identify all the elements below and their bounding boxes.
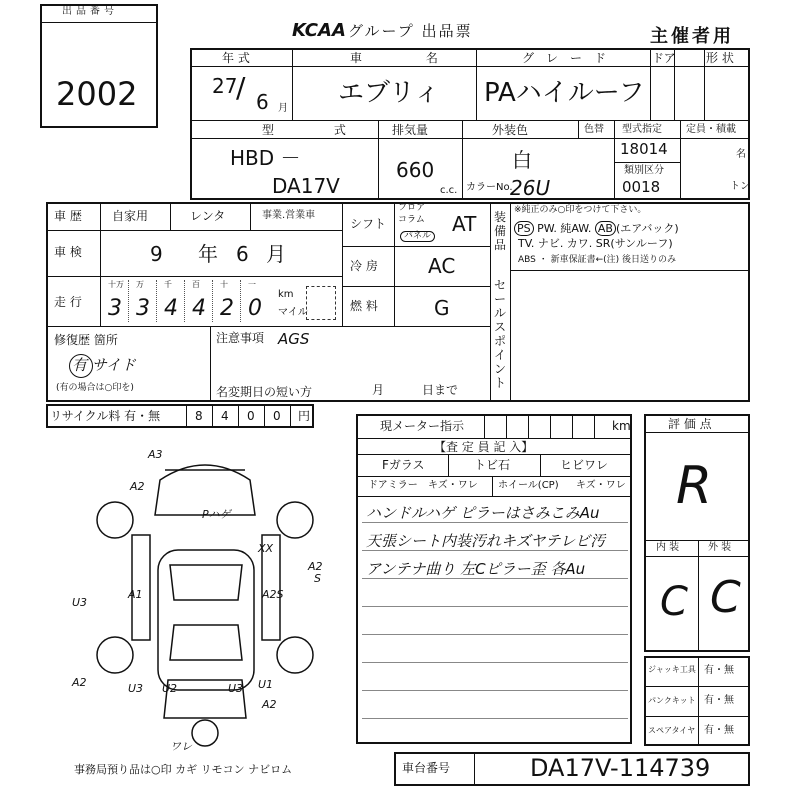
color-label: 外装色 bbox=[492, 123, 529, 137]
sales-point-label: セ ー ル ス ポ イ ン ト bbox=[493, 278, 506, 390]
model-name-label: 車 名 bbox=[350, 51, 468, 65]
crack-label: ヒビワレ bbox=[560, 458, 609, 472]
repaint-label: 色替 bbox=[584, 124, 604, 135]
meter-digit-cell bbox=[506, 414, 507, 438]
history-business: 事業.営業車 bbox=[262, 210, 316, 221]
mileage-digit: 2 bbox=[220, 296, 234, 321]
vehicle-grade: PAハイルーフ bbox=[484, 78, 645, 108]
ps-option: PS bbox=[514, 221, 534, 236]
ab-note: (エアバック) bbox=[615, 222, 679, 235]
damage-mark: ワレ bbox=[170, 740, 192, 753]
shift-value: AT bbox=[452, 212, 477, 236]
chassis-label: 車台番号 bbox=[402, 761, 451, 775]
evaluation-label: 評 価 点 bbox=[668, 417, 712, 431]
top-view-body bbox=[158, 550, 254, 690]
cc-unit: c.c. bbox=[440, 185, 458, 196]
history-label: 車 歴 bbox=[54, 209, 82, 223]
wheel-label: ホイール(CP) bbox=[498, 480, 559, 491]
inspection-month-unit: 月 bbox=[266, 242, 286, 266]
car-damage-diagram bbox=[70, 440, 350, 760]
mileage-digit-head: 百 bbox=[192, 280, 200, 289]
organizer-label: 主催者用 bbox=[650, 26, 734, 47]
jack-value: 有・無 bbox=[704, 665, 734, 676]
repair-handwritten: 有 サイド bbox=[72, 356, 136, 374]
recycle-unit: 円 bbox=[298, 409, 311, 423]
capacity-unit-persons: 名 bbox=[736, 149, 746, 160]
lot-number-label: 出品番号 bbox=[62, 6, 118, 17]
short-period-label: 名変期日の短い方 bbox=[216, 385, 313, 399]
damage-mark: A3 bbox=[148, 448, 163, 461]
recycle-digit: 0 bbox=[273, 409, 281, 423]
mileage-label: 走 行 bbox=[54, 295, 82, 309]
damage-mark: Pハゲ bbox=[202, 508, 231, 521]
type-code: DA17V bbox=[272, 174, 340, 198]
damage-mark: U1 bbox=[258, 678, 274, 691]
ac-value: AC bbox=[428, 254, 456, 278]
capacity-label: 定員・積載 bbox=[686, 124, 736, 135]
equipment-line3: TV. ナビ. カワ. SR(サンルーフ) bbox=[518, 237, 673, 250]
office-items: 事務局預り品は○印 カギ リモコン ナビロム bbox=[74, 763, 293, 776]
meter-digit-cell bbox=[550, 414, 551, 438]
note-line-3: アンテナ曲り 左Cピラー歪 各Au bbox=[366, 560, 586, 578]
damage-mark: U3 bbox=[128, 682, 144, 695]
spare-tire-label: スペアタイヤ bbox=[648, 726, 696, 735]
model-spec-label: 型式指定 bbox=[622, 124, 662, 135]
class-value: 0018 bbox=[622, 178, 661, 196]
mileage-digit-head: 十 bbox=[220, 280, 228, 289]
year-slash: / bbox=[236, 71, 246, 104]
equipment-label: 装 備 品 bbox=[493, 210, 506, 252]
lot-number: 2002 bbox=[56, 75, 138, 113]
note-line-1: ハンドルハゲ ピラーはさみこみAu bbox=[366, 504, 600, 522]
mileage-digit-head: 十万 bbox=[108, 280, 124, 289]
door-mirror-label: ドアミラー bbox=[368, 480, 418, 491]
period-day: 日まで bbox=[422, 383, 459, 397]
fuel-value: G bbox=[434, 296, 450, 320]
mileage-digit-head: 千 bbox=[164, 280, 172, 289]
inspection-month: 6 bbox=[236, 242, 249, 266]
damage-mark: A2 bbox=[308, 560, 323, 573]
ab-option: AB bbox=[595, 221, 616, 236]
vehicle-name: エブリィ bbox=[338, 78, 440, 108]
grade-label: グレード bbox=[522, 51, 619, 65]
inspection-year: 9 bbox=[150, 242, 163, 266]
shift-column: コラム bbox=[398, 215, 425, 225]
doors-label: ドア bbox=[652, 51, 676, 65]
puncture-kit-value: 有・無 bbox=[704, 695, 734, 706]
damage-mark: U3 bbox=[228, 682, 244, 695]
model-month: 6 bbox=[256, 90, 269, 114]
repair-circle bbox=[69, 354, 93, 378]
meter-digit-cell bbox=[484, 414, 485, 438]
tire-front-right bbox=[277, 502, 313, 538]
color-no-label: カラーNo. bbox=[466, 182, 513, 193]
wheel-status: キズ・ワレ bbox=[576, 480, 626, 491]
type-prefix: HBD － bbox=[230, 146, 301, 170]
damage-mark: S bbox=[314, 572, 321, 585]
tire-rear-right bbox=[277, 637, 313, 673]
f-glass-label: Fガラス bbox=[382, 458, 425, 472]
recycle-label: リサイクル料 有・無 bbox=[50, 409, 161, 423]
mileage-digit: 4 bbox=[192, 296, 206, 321]
km-label: km bbox=[278, 289, 294, 300]
notes-handwritten: AGS bbox=[278, 330, 310, 348]
tire-front-left bbox=[97, 502, 133, 538]
spare-tire-value: 有・無 bbox=[704, 725, 734, 736]
inspection-year-unit: 年 bbox=[198, 242, 218, 266]
mileage-digit: 3 bbox=[108, 296, 122, 321]
fuel-label: 燃 料 bbox=[350, 299, 378, 313]
recycle-digit: 4 bbox=[221, 409, 229, 423]
inspection-header: 【査 定 員 記 入】 bbox=[434, 440, 534, 454]
mileage-digit: 0 bbox=[248, 296, 262, 321]
spare-tire bbox=[192, 720, 218, 746]
pw-aw-option: PW. 純AW. bbox=[537, 222, 592, 235]
inspection-label: 車 検 bbox=[54, 245, 82, 259]
equipment-note: ※純正のみ○印をつけて下さい。 bbox=[514, 205, 647, 215]
kcaa-logo: KCAA bbox=[292, 20, 346, 41]
interior-grade: C bbox=[660, 579, 688, 625]
damage-mark: A1 bbox=[128, 588, 143, 601]
damage-mark: A2 bbox=[72, 676, 87, 689]
history-rental: レンタ bbox=[190, 209, 226, 223]
mileage-digit: 3 bbox=[136, 296, 150, 321]
equipment-line2 bbox=[514, 220, 679, 236]
capacity-unit-tons: トン bbox=[730, 181, 750, 192]
jack-label: ジャッキ工具 bbox=[648, 665, 696, 674]
history-private: 自家用 bbox=[112, 209, 149, 223]
door-mirror-status: キズ・ワレ bbox=[428, 480, 478, 491]
engine-cc: 660 bbox=[396, 158, 435, 182]
mileage-digit-head: 万 bbox=[136, 280, 144, 289]
damage-mark: A2 bbox=[262, 698, 277, 711]
damage-mark: U3 bbox=[72, 596, 88, 609]
damage-mark: A2 bbox=[130, 480, 145, 493]
mileage-digit: 4 bbox=[164, 296, 178, 321]
type-label: 型 式 bbox=[262, 123, 374, 137]
chip-label: トビ石 bbox=[474, 458, 511, 472]
damage-mark: U2 bbox=[162, 682, 178, 695]
meter-unit: km bbox=[612, 419, 631, 433]
model-year: 27 bbox=[212, 74, 238, 98]
note-line-2: 天張シート内装汚れキズヤテレビ汚 bbox=[366, 532, 606, 550]
repair-note: (有の場合は○印を) bbox=[56, 383, 134, 393]
year-label: 年 式 bbox=[222, 51, 250, 65]
exterior-label: 外 装 bbox=[708, 542, 732, 553]
exterior-color: 白 bbox=[512, 148, 532, 172]
interior-label: 内 装 bbox=[656, 542, 680, 553]
shift-label: シフト bbox=[350, 217, 387, 231]
damage-mark: A2S bbox=[262, 588, 284, 601]
recycle-digit: 8 bbox=[195, 409, 203, 423]
exterior-grade: C bbox=[710, 572, 741, 623]
mileage-digit-head: 一 bbox=[248, 280, 256, 289]
shift-panel: パネル bbox=[400, 231, 435, 242]
evaluation-grade: R bbox=[676, 456, 713, 516]
meter-digit-cell bbox=[572, 414, 573, 438]
repair-label: 修復歴 箇所 bbox=[54, 333, 118, 347]
month-unit: 月 bbox=[278, 103, 288, 114]
equipment-line4: ABS ・ 新車保証書←(注) 後日送りのみ bbox=[518, 255, 677, 265]
meter-digit-cell bbox=[594, 414, 595, 438]
model-spec-value: 18014 bbox=[620, 140, 668, 158]
notes-label: 注意事項 bbox=[216, 331, 265, 345]
ac-label: 冷 房 bbox=[350, 259, 378, 273]
chassis-number: DA17V-114739 bbox=[530, 754, 711, 782]
color-number: 26U bbox=[510, 176, 551, 200]
shift-floor: フロア bbox=[398, 203, 426, 213]
tire-rear-left bbox=[97, 637, 133, 673]
puncture-kit-label: パンクキット bbox=[648, 696, 696, 705]
class-label: 類別区分 bbox=[624, 165, 664, 176]
body-label: 形 状 bbox=[706, 51, 734, 65]
damage-mark: XX bbox=[258, 542, 274, 555]
mile-label: マイル bbox=[278, 307, 308, 318]
meter-digit-cell bbox=[528, 414, 529, 438]
sheet-title: グループ 出品票 bbox=[348, 22, 473, 40]
period-month: 月 bbox=[372, 383, 385, 397]
recycle-digit: 0 bbox=[247, 409, 255, 423]
mile-checkbox bbox=[306, 286, 336, 320]
cc-label: 排気量 bbox=[392, 123, 429, 137]
meter-label: 現メーター指示 bbox=[380, 419, 465, 433]
